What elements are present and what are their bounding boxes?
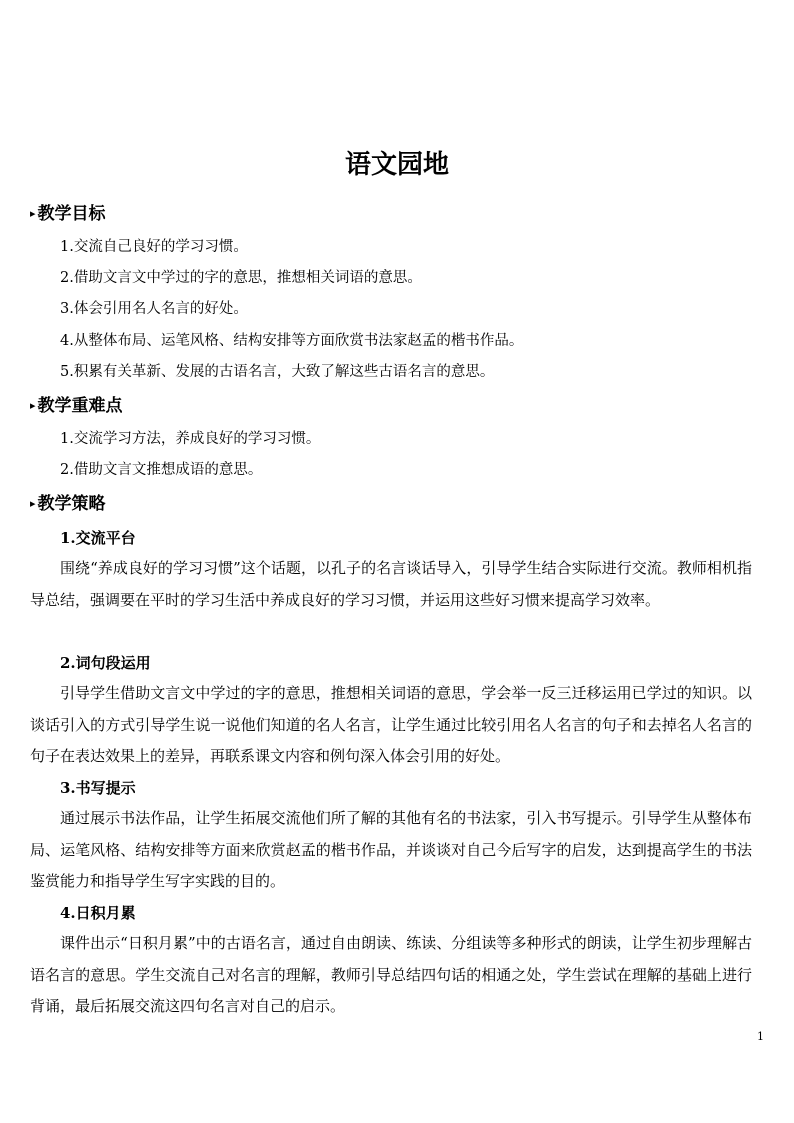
section-heading-key-points bbox=[30, 394, 123, 418]
key-point-item-2: 2.借助文言文推想成语的意思。 bbox=[60, 462, 263, 478]
section-heading-text: 教学目标 bbox=[37, 204, 106, 224]
key-point-item-1: 1.交流学习方法，养成良好的学习习惯。 bbox=[60, 431, 321, 447]
strategy-heading-4: 4.日积月累 bbox=[60, 904, 136, 922]
strategy-heading-1: 1.交流平台 bbox=[60, 529, 136, 547]
goal-item-1: 1.交流自己良好的学习习惯。 bbox=[60, 239, 248, 255]
triangle-marker-icon: ▸ bbox=[30, 207, 36, 220]
section-heading-teaching-goals bbox=[30, 202, 106, 226]
section-heading-text: 教学重难点 bbox=[37, 396, 123, 416]
strategy-paragraph-4: 课件出示“日积月累”中的古语名言，通过自由朗读、练读、分组读等多种形式的朗读，让学生初步理解古语名言的意思。学生交流自己对名言的理解，教师引导总结四句话的相通之处，学生尝试在理解的基础上进行背诵，最后拓展交流这四句名言对自己的启示。 bbox=[30, 934, 752, 1015]
page-title: 语文园地 bbox=[344, 150, 449, 180]
strategy-paragraph-1: 围绕“养成良好的学习习惯”这个话题，以孔子的名言谈话导入，引导学生结合实际进行交流。教师相机指导总结，强调要在平时的学习生活中养成良好的学习习惯，并运用这些好习惯来提高学习效率。 bbox=[30, 559, 752, 609]
strategy-paragraph-3: 通过展示书法作品，让学生拓展交流他们所了解的其他有名的书法家，引入书写提示。引导学生从整体布局、运笔风格、结构安排等方面来欣赏赵孟的楷书作品，并谈谈对自己今后写字的启发，达到提高学生的书法鉴赏能力和指导学生写字实践的目的。 bbox=[30, 809, 752, 890]
section-heading-strategies bbox=[30, 492, 106, 516]
goal-item-3: 3.体会引用名人名言的好处。 bbox=[60, 301, 248, 317]
goal-item-2: 2.借助文言文中学过的字的意思，推想相关词语的意思。 bbox=[60, 270, 422, 286]
page-number: 1 bbox=[757, 1030, 764, 1043]
triangle-marker-icon: ▸ bbox=[30, 399, 36, 412]
strategy-heading-3: 3.书写提示 bbox=[60, 779, 136, 797]
strategy-heading-2: 2.词句段运用 bbox=[60, 654, 151, 672]
section-heading-text: 教学策略 bbox=[37, 494, 106, 514]
triangle-marker-icon: ▸ bbox=[30, 497, 36, 510]
goal-item-4: 4.从整体布局、运笔风格、结构安排等方面欣赏书法家赵孟的楷书作品。 bbox=[60, 333, 524, 349]
goal-item-5: 5.积累有关革新、发展的古语名言，大致了解这些古语名言的意思。 bbox=[60, 364, 495, 380]
strategy-paragraph-2: 引导学生借助文言文中学过的字的意思，推想相关词语的意思，学会举一反三迁移运用已学过的知识。以谈话引入的方式引导学生说一说他们知道的名人名言，让学生通过比较引用名人名言的句子和去掉名人名言的句子在表达效果上的差异，再联系课文内容和例句深入体会引用的好处。 bbox=[30, 684, 752, 765]
